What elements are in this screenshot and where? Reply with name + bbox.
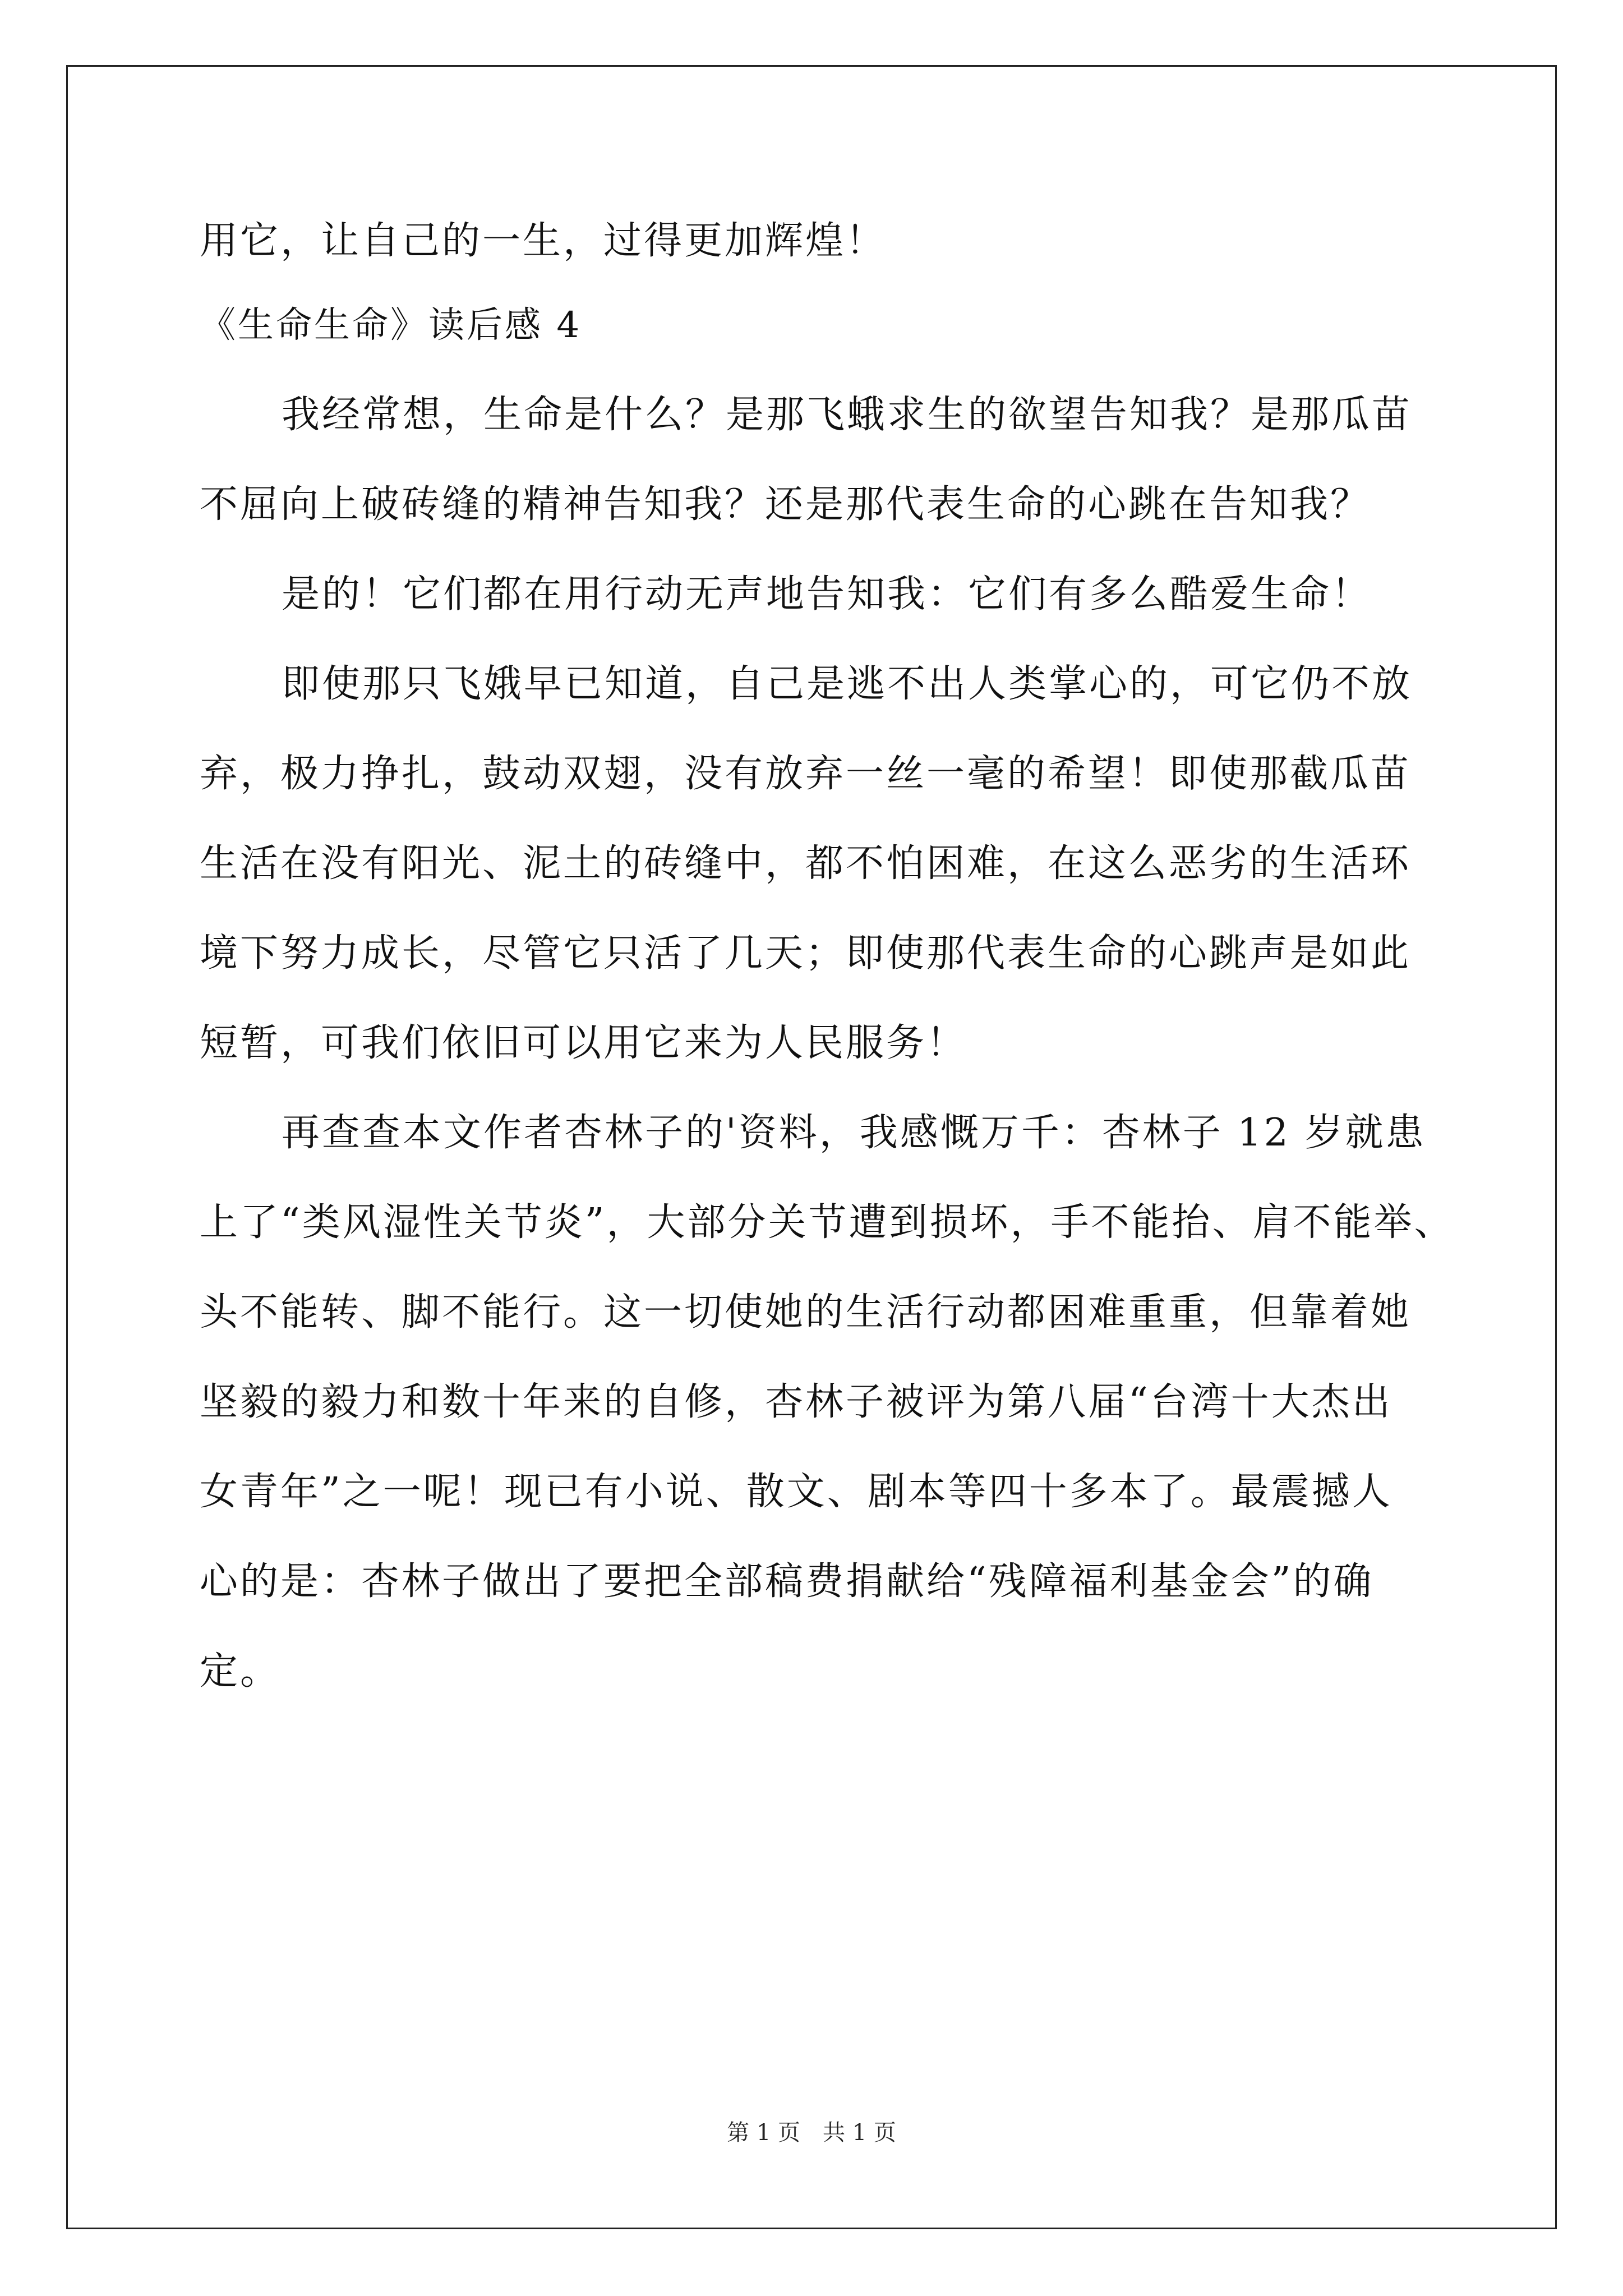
paragraph-line: 心的是：杏林子做出了要把全部稿费捐献给“残障福利基金会”的确: [200, 1559, 1374, 1604]
page-number-footer: 第 1 页 共 1 页: [727, 2120, 896, 2146]
paragraph-line: 坚毅的毅力和数十年来的自修，杏林子被评为第八届“台湾十大杰出: [200, 1380, 1393, 1424]
paragraph-line: 不屈向上破砖缝的精神告知我？还是那代表生命的心跳在告知我？: [200, 482, 1371, 527]
paragraph-line: 我经常想，生命是什么？是那飞蛾求生的欲望告知我？是那瓜苗: [282, 393, 1413, 437]
paragraph-line: 弃，极力挣扎，鼓动双翅，没有放弃一丝一毫的希望！即使那截瓜苗: [200, 752, 1412, 796]
paragraph-line: 女青年”之一呢！现已有小说、散文、剧本等四十多本了。最震撼人: [200, 1470, 1393, 1514]
paragraph-line: 是的！它们都在用行动无声地告知我：它们有多么酷爱生命！: [282, 572, 1372, 616]
text-line: 用它，让自己的一生，过得更加辉煌！: [200, 219, 887, 263]
paragraph-line: 境下努力成长，尽管它只活了几天；即使那代表生命的心跳声是如此: [200, 931, 1412, 976]
paragraph-line: 生活在没有阳光、泥土的砖缝中，都不怕困难，在这么恶劣的生活环: [200, 841, 1412, 886]
section-title: 《生命生命》读后感 4: [200, 305, 582, 346]
paragraph-line: 头不能转、脚不能行。这一切使她的生活行动都困难重重，但靠着她: [200, 1290, 1412, 1335]
paragraph-line: 即使那只飞娥早已知道，自己是逃不出人类掌心的，可它仍不放: [282, 662, 1413, 706]
paragraph-line: 短暂，可我们依旧可以用它来为人民服务！: [200, 1021, 967, 1065]
paragraph-line: 再查查本文作者杏林子的'资料，我感慨万千：杏林子 12 岁就患: [282, 1111, 1426, 1155]
paragraph-line: 定。: [200, 1649, 281, 1694]
paragraph-line: 上了“类风湿性关节炎”，大部分关节遭到损坏，手不能抬、肩不能举、: [200, 1200, 1455, 1245]
